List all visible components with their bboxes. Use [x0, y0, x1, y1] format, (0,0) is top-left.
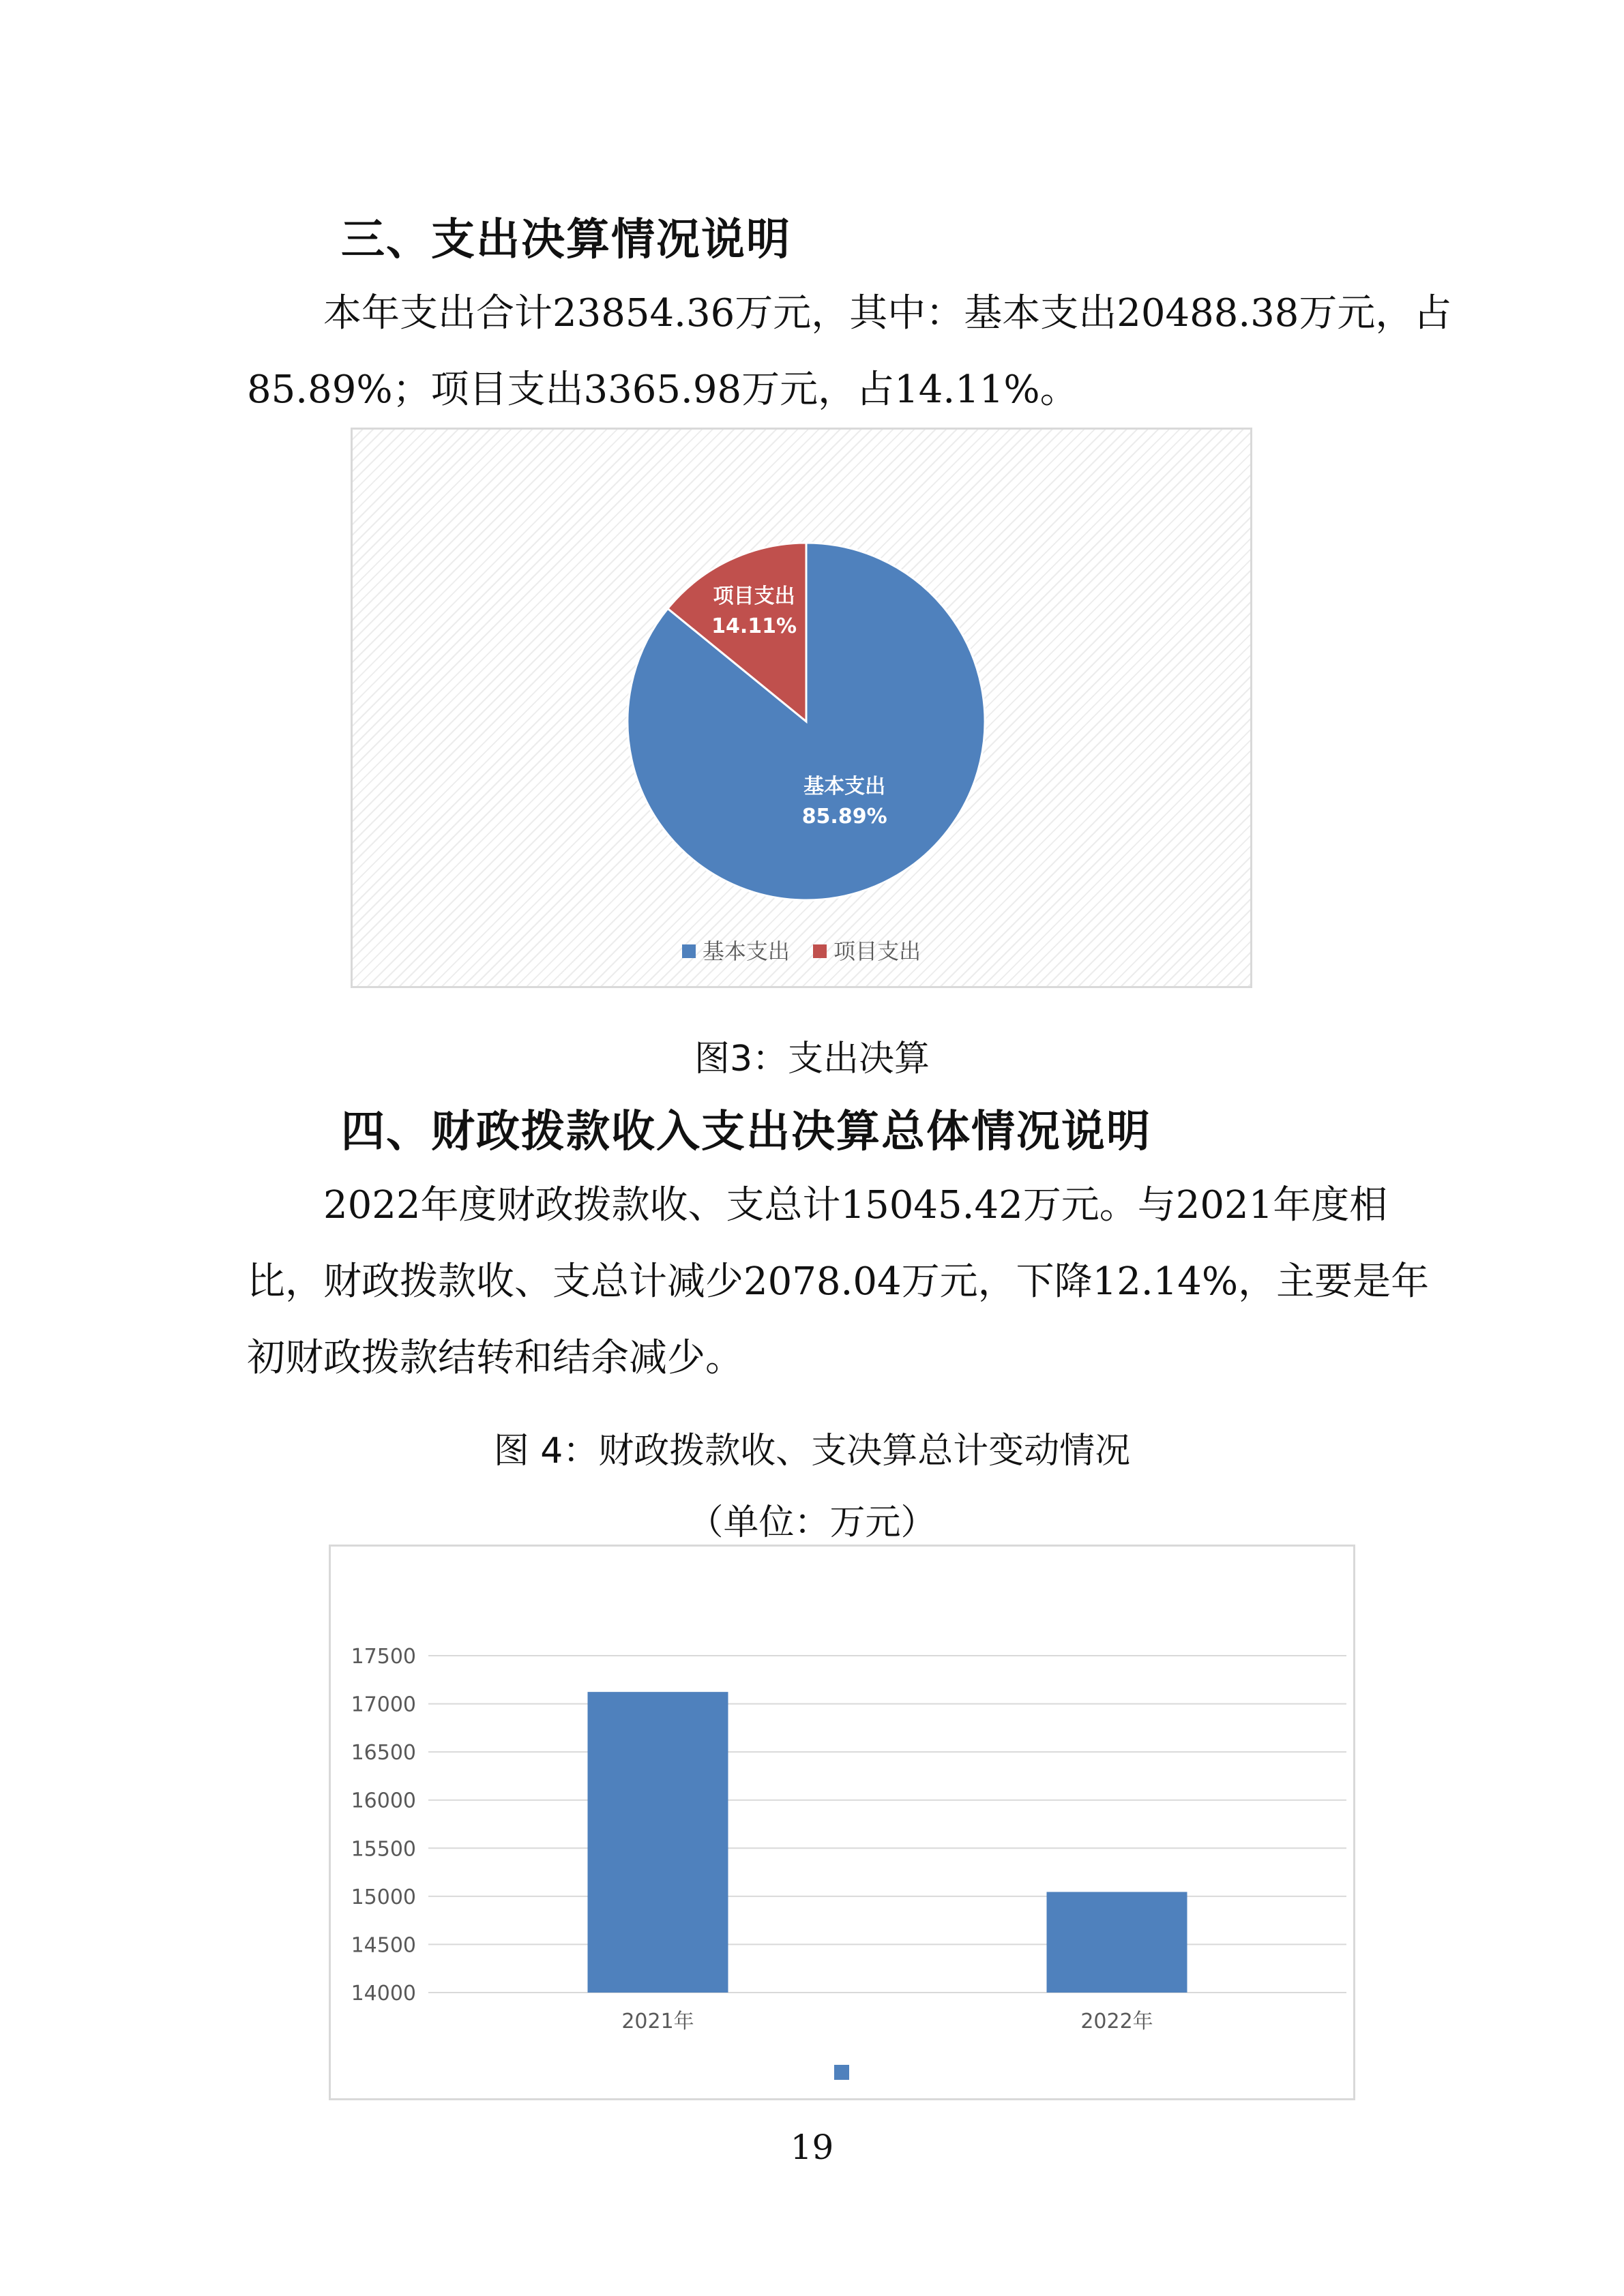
section4-heading: 四、财政拨款收入支出决算总体情况说明	[341, 1107, 1151, 1157]
slice-label-basic-percent: 85.89%	[801, 805, 887, 829]
figure3-caption: 图3：支出决算	[694, 1039, 930, 1079]
legend-swatch-project	[813, 944, 827, 958]
appropriation-bar-chart	[329, 1545, 1355, 2100]
slice-label-project	[707, 582, 802, 642]
x-tick-label: 2022年	[1080, 2010, 1153, 2033]
y-tick-label: 16000	[351, 1789, 416, 1813]
expenditure-pie-chart	[351, 428, 1252, 988]
y-tick-label: 17000	[351, 1693, 416, 1717]
figure4-unit: （单位：万元）	[688, 1502, 936, 1543]
y-tick-label: 15500	[351, 1837, 416, 1862]
y-tick-label: 17500	[351, 1645, 416, 1669]
figure4-title: 图 4：财政拨款收、支决算总计变动情况	[493, 1431, 1131, 1472]
y-tick-label: 15000	[351, 1885, 416, 1909]
bar-2022年	[1047, 1892, 1187, 1993]
bar-legend-swatch	[834, 2065, 849, 2080]
legend-label-basic: 基本支出	[702, 938, 790, 964]
slice-label-basic-name: 基本支出	[803, 775, 886, 799]
slice-label-basic	[797, 772, 892, 832]
bar-svg	[331, 1547, 1353, 2098]
legend-label-project: 项目支出	[833, 938, 921, 964]
section4-paragraph: 2022年度财政拨款收、支总计15045.42万元。与2021年度相比，财政拨款收、支总计减少2078.04万元，下降12.14%，主要是年初财政拨款结转和结余减少。	[247, 1183, 1430, 1380]
slice-label-project-name: 项目支出	[713, 584, 795, 609]
section3-heading: 三、支出决算情况说明	[341, 215, 791, 265]
y-tick-label: 14500	[351, 1933, 416, 1958]
pie-legend	[353, 934, 1250, 966]
legend-item-project	[813, 934, 921, 966]
legend-item-basic	[682, 934, 790, 966]
y-tick-label: 16500	[351, 1741, 416, 1765]
bar-2021年	[588, 1692, 728, 1993]
pie-svg	[353, 430, 1250, 986]
legend-swatch-basic	[682, 944, 696, 958]
section3-paragraph: 本年支出合计23854.36万元，其中：基本支出20488.38万元，占85.89%；项目支出3365.98万元，占14.11%。	[247, 291, 1452, 412]
x-tick-label: 2021年	[621, 2010, 694, 2033]
slice-label-project-percent: 14.11%	[711, 614, 797, 639]
page-number: 19	[790, 2128, 834, 2167]
y-tick-label: 14000	[351, 1982, 416, 2006]
